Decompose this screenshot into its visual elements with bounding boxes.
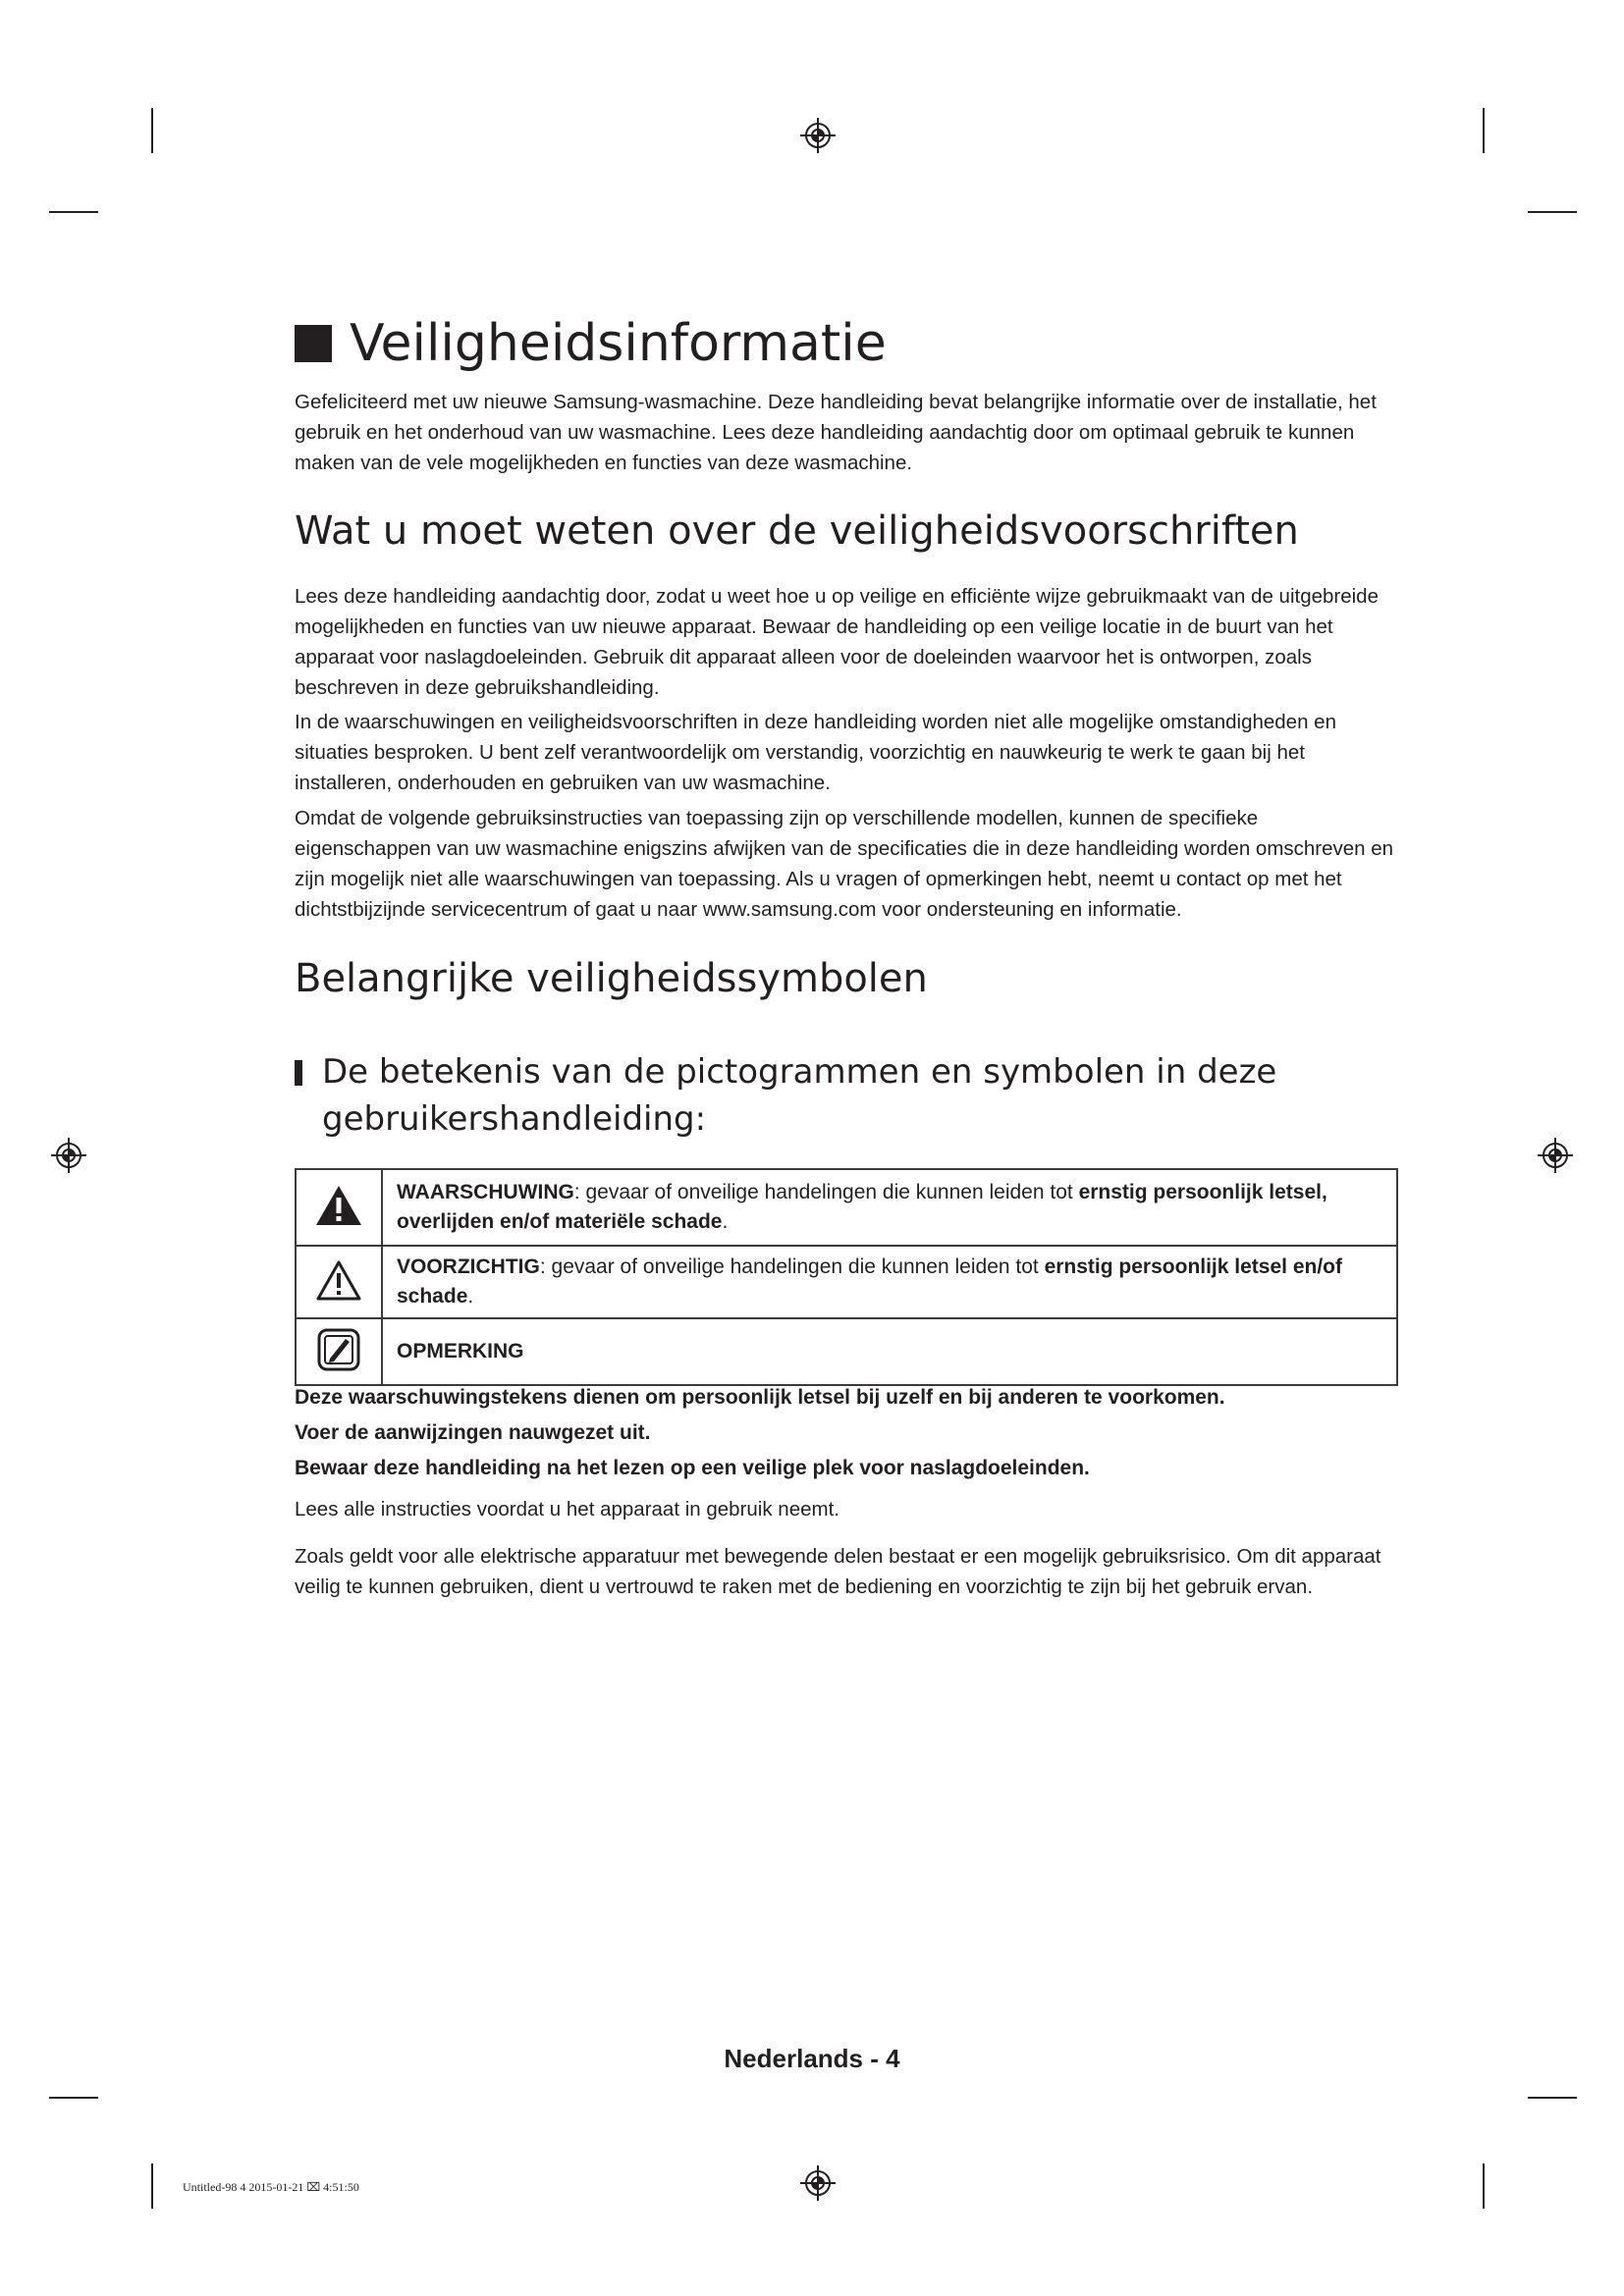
symbol-icon-cell xyxy=(296,1246,382,1318)
registration-mark-icon xyxy=(798,2163,838,2203)
crop-mark xyxy=(49,211,98,213)
symbol-label-note: OPMERKING xyxy=(397,1340,524,1362)
symbol-icon-cell xyxy=(296,1169,382,1246)
caution-outline-icon xyxy=(314,1258,363,1302)
crop-mark xyxy=(1528,211,1577,213)
symbol-desc: : gevaar of onveilige handelingen die kunnen leiden tot xyxy=(539,1255,1045,1278)
symbol-row-caution xyxy=(296,1246,1397,1318)
registration-mark-icon xyxy=(1536,1136,1575,1175)
subheading xyxy=(295,1048,1276,1143)
symbol-desc-bold: ernstig persoonlijk letsel, overlijden en/of materiële schade xyxy=(397,1181,1327,1233)
symbol-row-warning xyxy=(296,1169,1397,1246)
subheading-line-1: De betekenis van de pictogrammen en symbolen in deze xyxy=(322,1052,1277,1092)
symbol-text-cell xyxy=(382,1318,1397,1385)
crop-mark xyxy=(1528,2097,1577,2099)
subheading-bar-icon xyxy=(295,1060,302,1086)
crop-mark xyxy=(151,2163,153,2209)
symbol-desc-end: . xyxy=(722,1210,729,1233)
symbol-desc-bold: ernstig persoonlijk letsel en/of schade xyxy=(397,1255,1342,1308)
registration-mark-icon xyxy=(798,116,838,155)
symbol-row-note xyxy=(296,1318,1397,1385)
section-heading-safety-rules: Wat u moet weten over de veiligheidsvoorschriften xyxy=(295,508,1299,554)
after-paragraph-2: Zoals geldt voor alle elektrische apparatuur met bewegende delen bestaat er een mogelijk gebruiksrisico. Om dit apparaat veilig te kunnen gebruiken, dient u vertrouwd te raken met de bediening en voorzichtig te zijn bij het gebruik ervan. xyxy=(295,1545,1381,1598)
note-icon xyxy=(316,1327,361,1372)
symbol-label-caution: VOORZICHTIG xyxy=(397,1255,540,1278)
crop-mark xyxy=(49,2097,98,2099)
symbol-desc-end: . xyxy=(467,1285,474,1308)
symbol-text-cell xyxy=(382,1169,1397,1246)
intro-paragraph: Gefeliciteerd met uw nieuwe Samsung-wasmachine. Deze handleiding bevat belangrijke informatie over de installatie, het gebruik en het onderhoud van uw wasmachine. Lees deze handleiding aandachtig door om optimaal gebruik te kunnen maken van de vele mogelijkheden en functies van deze wasmachine. xyxy=(295,391,1377,474)
symbol-label-warning: WAARSCHUWING xyxy=(397,1181,574,1203)
crop-mark xyxy=(1483,108,1485,153)
subheading-text xyxy=(322,1048,1276,1143)
section-heading-symbols: Belangrijke veiligheidssymbolen xyxy=(295,956,928,1001)
page-title-text: Veiligheidsinformatie xyxy=(350,314,887,373)
bold-instruction-2: Voer de aanwijzingen nauwgezet uit. xyxy=(295,1421,651,1444)
crop-mark xyxy=(151,108,153,153)
subheading-line-2: gebruikershandleiding: xyxy=(322,1099,707,1139)
print-slug: Untitled-98 4 2015-01-21 ⌧ 4:51:50 xyxy=(183,2180,359,2194)
symbol-icon-cell xyxy=(296,1318,382,1385)
symbol-text-cell xyxy=(382,1246,1397,1318)
safety-paragraph-3: Omdat de volgende gebruiksinstructies van toepassing zijn op verschillende modellen, kunnen de specifieke eigenschappen van uw wasmachine enigszins afwijken van de specificaties die in deze handleiding worden omschreven en zijn mogelijk niet alle waarschuwingen van toepassing. Als u vragen of opmerkingen hebt, neemt u contact op met het dichtstbijzijnde servicecentrum of gaat u naar www.samsung.com voor ondersteuning en informatie. xyxy=(295,807,1394,921)
symbols-table xyxy=(295,1168,1398,1386)
safety-paragraph-2: In de waarschuwingen en veiligheidsvoorschriften in deze handleiding worden niet alle mogelijke omstandigheden en situaties besproken. U bent zelf verantwoordelijk om verstandig, voorzichtig en nauwkeurig te werk te gaan bij het installeren, onderhouden en gebruiken van uw wasmachine. xyxy=(295,711,1336,794)
bold-instruction-1: Deze waarschuwingstekens dienen om persoonlijk letsel bij uzelf en bij anderen te voorkomen. xyxy=(295,1386,1225,1409)
crop-mark xyxy=(1483,2163,1485,2209)
page-title xyxy=(295,314,887,373)
warning-filled-icon xyxy=(314,1184,363,1227)
title-square-icon xyxy=(295,325,332,362)
registration-mark-icon xyxy=(49,1136,88,1175)
after-paragraph-1: Lees alle instructies voordat u het apparaat in gebruik neemt. xyxy=(295,1498,839,1521)
bold-instruction-3: Bewaar deze handleiding na het lezen op een veilige plek voor naslagdoeleinden. xyxy=(295,1457,1090,1479)
safety-paragraph-1: Lees deze handleiding aandachtig door, zodat u weet hoe u op veilige en efficiënte wijze gebruikmaakt van de uitgebreide mogelijkheden en functies van uw nieuwe apparaat. Bewaar de handleiding op een veilige locatie in de buurt van het apparaat voor naslagdoeleinden. Gebruik dit apparaat alleen voor de doeleinden waarvoor het is ontworpen, zoals beschreven in deze gebruikshandleiding. xyxy=(295,585,1379,699)
symbol-desc: : gevaar of onveilige handelingen die kunnen leiden tot xyxy=(573,1181,1079,1203)
page-footer: Nederlands - 4 xyxy=(724,2044,900,2073)
